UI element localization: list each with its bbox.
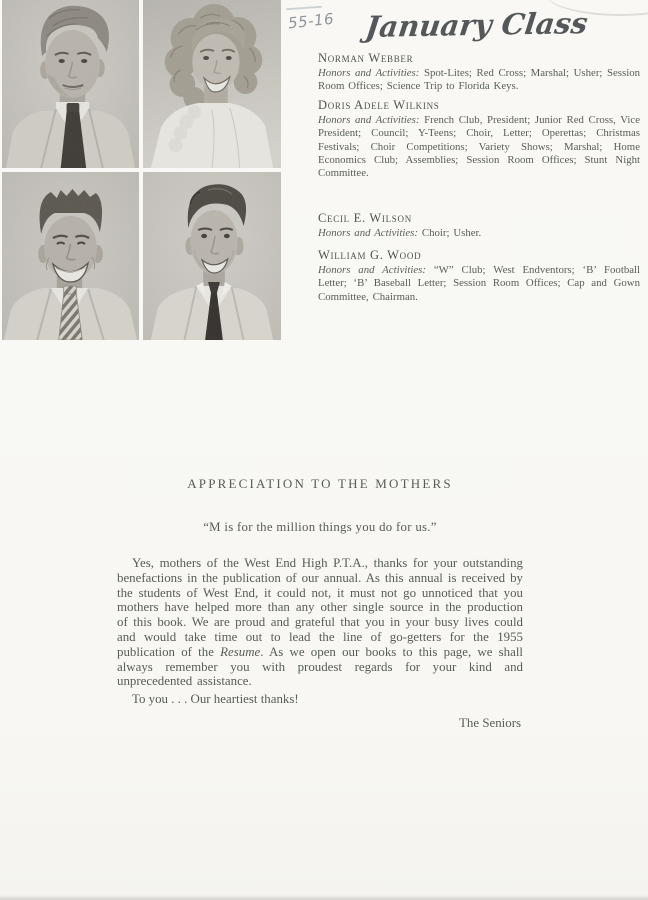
student-name: Norman Webber — [318, 51, 414, 65]
honors-label: Honors and Activities: — [318, 227, 418, 239]
student-activities: French Club, President; Junior Red Cross, Vice President; Council; Y-Teens; Choir, Letter; Operettas; Christmas Festivals; Choir Competitions; Variety Shows; Marshal; Home Economics Club; Assemblies; Session Room Offices; Stunt Night Committee. — [318, 114, 640, 180]
student-name: William G. Wood — [318, 248, 422, 262]
appreciation-quote: “M is for the million things you do for us.” — [203, 520, 437, 534]
student-name: Doris Adele Wilkins — [318, 98, 440, 112]
handwritten-annotation: 55-16 — [287, 9, 335, 33]
student-entry-doris-wilkins — [318, 98, 640, 180]
student-activities: Spot-Lites; Red Cross; Marshal; Usher; Session Room Offices; Science Trip to Florida Keys. — [318, 67, 640, 93]
scan-edge-shadow — [0, 895, 648, 900]
portrait-photo-norman-webber — [2, 0, 139, 168]
student-name: Cecil E. Wilson — [318, 211, 412, 225]
appreciation-body-text: Yes, mothers of the West End High P.T.A., thanks for your outstanding benefactions in the publication of our annual. As this annual is received by the students of West End, it could not, it must not go unnoticed that you mothers have helped more than any other single source in the production of this book. We are proud and grateful that you in your busy lives could and would take time out to lead the line of go-getters for the 1955 publication of the — [117, 556, 523, 659]
honors-label: Honors and Activities: — [318, 264, 426, 276]
pencil-stroke — [286, 6, 322, 11]
portrait-photo-cecil-wilson — [2, 172, 139, 340]
page-title: January Class — [363, 6, 590, 44]
appreciation-signature: The Seniors — [459, 716, 521, 731]
honors-label: Honors and Activities: — [318, 114, 420, 126]
student-entry-cecil-wilson — [318, 211, 640, 240]
appreciation-closing: To you . . . Our heartiest thanks! — [132, 692, 299, 707]
appreciation-heading: APPRECIATION TO THE MOTHERS — [187, 476, 453, 491]
portrait-photo-william-wood — [143, 172, 281, 340]
publication-name: Resume — [220, 644, 261, 659]
student-activities: Choir; Usher. — [421, 227, 482, 239]
portrait-photo-grid — [2, 0, 281, 340]
portrait-photo-doris-wilkins — [143, 0, 281, 168]
appreciation-body — [117, 556, 523, 689]
student-entry-william-wood — [318, 248, 640, 304]
honors-label: Honors and Activities: — [318, 67, 420, 79]
appreciation-section — [117, 476, 523, 731]
student-entry-norman-webber — [318, 51, 640, 94]
appreciation-body-text: . As we open our books to this page, we shall always remember you with proudest regards for your kind and unprecedented assistance. — [117, 644, 524, 689]
student-activities: “W” Club; West Endventors; ‘B’ Football Letter; ‘B’ Baseball Letter; Session Room Offices; Cap and Gown Committee, Chairman. — [318, 264, 641, 303]
